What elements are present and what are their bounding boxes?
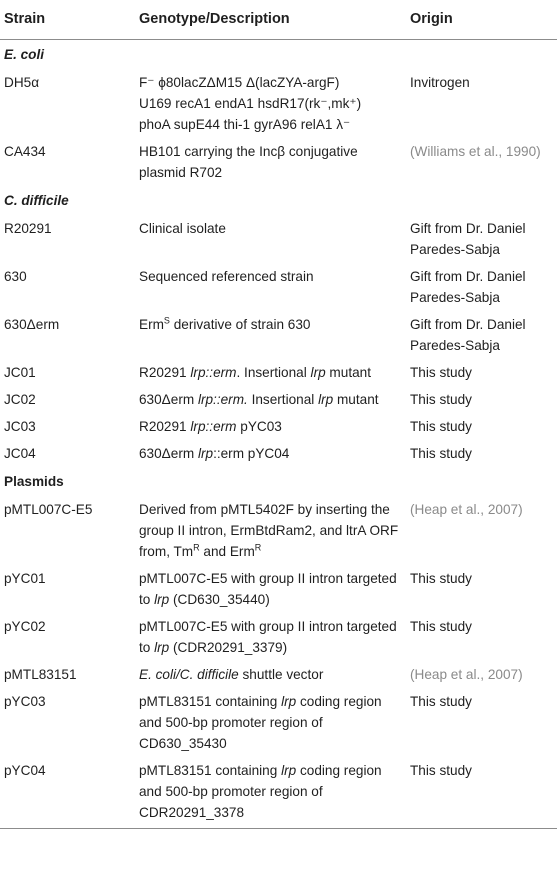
origin-cell: Gift from Dr. Daniel Paredes-Sabja (410, 317, 526, 353)
strain-cell: JC02 (4, 392, 36, 407)
section-plasmids: Plasmids (4, 474, 64, 489)
description-text: derivative of strain 630 (169, 317, 311, 332)
description-text: (CD630_35440) (169, 592, 270, 607)
strain-cell: pMTL83151 (4, 667, 77, 682)
description-text: and Erm (199, 544, 255, 559)
table-row (0, 688, 557, 757)
origin-cell: This study (406, 757, 557, 829)
gene-name: lrp::erm (190, 419, 237, 434)
description-text: pMTL83151 containing (139, 763, 282, 778)
origin-cell: Gift from Dr. Daniel Paredes-Sabja (410, 221, 526, 257)
section-row (0, 186, 557, 215)
origin-reference-link[interactable]: (Williams et al., 1990) (410, 144, 541, 159)
description-cell (135, 613, 406, 661)
section-ecoli: E. coli (4, 47, 45, 62)
header-genotype: Genotype/Description (135, 0, 406, 40)
gene-name: lrp (281, 763, 297, 778)
gene-name: lrp::erm. (197, 392, 248, 407)
table-row (0, 69, 557, 138)
description-cell (135, 359, 406, 386)
strain-cell: pMTL007C-E5 (4, 502, 93, 517)
origin-reference-link[interactable]: (Heap et al., 2007) (410, 502, 523, 517)
table-row (0, 661, 557, 688)
origin-cell: This study (410, 446, 472, 461)
organism-name: E. coli/C. difficile (139, 667, 239, 682)
gene-name: lrp (318, 392, 334, 407)
description-cell (135, 413, 406, 440)
gene-name: lrp (281, 694, 297, 709)
description-text: (CDR20291_3379) (169, 640, 288, 655)
description-text: pMTL007C-E5 with group II intron targeted to (139, 571, 397, 607)
description-cell: Clinical isolate (139, 221, 226, 236)
description-cell (135, 311, 406, 359)
description-cell: Sequenced referenced strain (139, 269, 314, 284)
origin-cell: This study (410, 392, 472, 407)
table-row (0, 613, 557, 661)
table-row (0, 386, 557, 413)
gene-name: lrp (310, 365, 326, 380)
description-text: mutant (325, 365, 371, 380)
description-cell (135, 440, 406, 467)
origin-cell: This study (410, 619, 472, 634)
description-text: ::erm pYC04 (213, 446, 290, 461)
strain-cell: R20291 (4, 221, 52, 236)
description-text: pMTL007C-E5 with group II intron targeted to (139, 619, 397, 655)
description-text: R20291 (139, 419, 191, 434)
description-text: 630Δerm (139, 446, 198, 461)
strain-cell: pYC01 (4, 571, 46, 586)
description-line: F⁻ ϕ80lacZΔM15 Δ(lacZYA-argF) (139, 75, 340, 90)
description-cell (135, 661, 406, 688)
superscript: S (163, 315, 170, 326)
strain-cell: JC03 (4, 419, 36, 434)
description-text: coding region and 500-bp promoter region of CDR20291_3378 (139, 763, 382, 820)
description-line: phoA supE44 thi-1 gyrA96 relA1 λ⁻ (139, 117, 351, 132)
description-text: coding region and 500-bp promoter region of CD630_35430 (139, 694, 382, 751)
description-text: . Insertional (236, 365, 311, 380)
description-text: Erm (139, 317, 164, 332)
gene-name: lrp::erm (190, 365, 237, 380)
strain-cell: 630 (4, 269, 27, 284)
gene-name: lrp (197, 446, 214, 461)
strain-cell: pYC04 (0, 757, 135, 829)
description-text: mutant (333, 392, 379, 407)
description-cell (135, 69, 406, 138)
strain-cell: 630Δerm (4, 317, 60, 332)
description-cell (135, 757, 406, 829)
description-cell: HB101 carrying the Incβ conjugative plasmid R702 (139, 144, 358, 180)
origin-cell: This study (410, 694, 472, 709)
description-text: Derived from pMTL5402F by inserting the group II intron, ErmBtdRam2, and ltrA ORF from, Tm (139, 502, 399, 559)
strain-cell: JC01 (4, 365, 36, 380)
header-strain: Strain (0, 0, 135, 40)
strain-cell: pYC03 (4, 694, 46, 709)
header-origin: Origin (406, 0, 557, 40)
origin-reference-link[interactable]: (Heap et al., 2007) (410, 667, 523, 682)
strain-cell: CA434 (4, 144, 46, 159)
superscript: R (193, 542, 200, 553)
origin-cell: Invitrogen (410, 75, 470, 90)
description-line: U169 recA1 endA1 hsdR17(rk⁻,mk⁺) (139, 96, 362, 111)
origin-cell: This study (410, 365, 472, 380)
section-row (0, 467, 557, 496)
table-row (0, 263, 557, 311)
strain-cell: DH5α (4, 75, 40, 90)
description-cell (135, 496, 406, 565)
description-text: shuttle vector (238, 667, 324, 682)
gene-name: lrp (154, 640, 170, 655)
strain-cell: pYC02 (4, 619, 46, 634)
description-text: 630Δerm (139, 392, 198, 407)
table-row (0, 413, 557, 440)
description-cell (135, 688, 406, 757)
table-row (0, 138, 557, 186)
table-row (0, 757, 557, 829)
table-row (0, 440, 557, 467)
gene-name: lrp (154, 592, 170, 607)
description-text: R20291 (139, 365, 191, 380)
table-row (0, 215, 557, 263)
description-cell (135, 386, 406, 413)
table-row (0, 311, 557, 359)
origin-cell: Gift from Dr. Daniel Paredes-Sabja (410, 269, 526, 305)
strain-cell: JC04 (4, 446, 36, 461)
section-row (0, 40, 557, 70)
description-text: pMTL83151 containing (139, 694, 282, 709)
header-row (0, 0, 557, 40)
description-text: pYC03 (236, 419, 282, 434)
superscript: R (254, 542, 262, 553)
origin-cell: This study (410, 419, 472, 434)
origin-cell: This study (410, 571, 472, 586)
table-row (0, 565, 557, 613)
section-cdifficile: C. difficile (4, 193, 69, 208)
table-row (0, 496, 557, 565)
description-text: Insertional (247, 392, 319, 407)
description-cell (135, 565, 406, 613)
table-row (0, 359, 557, 386)
